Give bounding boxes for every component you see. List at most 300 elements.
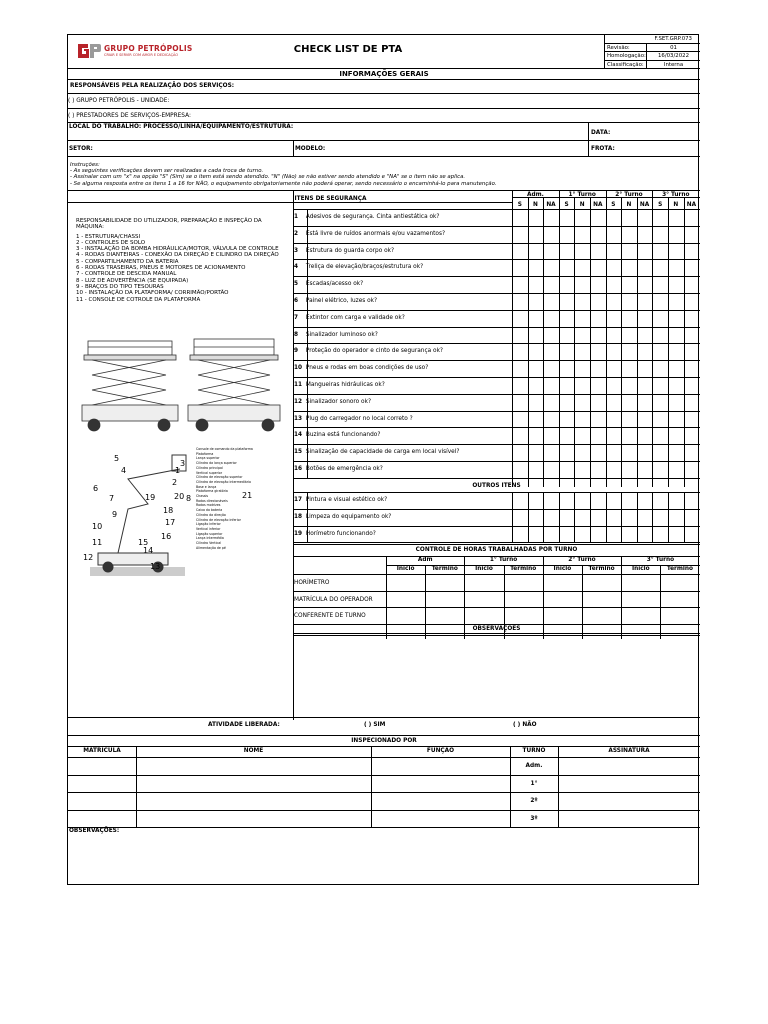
check-cell[interactable] xyxy=(543,427,559,444)
hours-sub-border xyxy=(425,565,426,639)
check-cell[interactable] xyxy=(512,259,528,276)
check-cell[interactable] xyxy=(637,427,653,444)
check-cell[interactable] xyxy=(590,394,606,411)
check-cell[interactable] xyxy=(684,411,700,428)
check-cell[interactable] xyxy=(512,444,528,461)
check-cell[interactable] xyxy=(652,461,668,478)
check-cell[interactable] xyxy=(512,276,528,293)
check-cell[interactable] xyxy=(637,327,653,344)
check-cell[interactable] xyxy=(574,509,575,526)
item-text: Proteção do operador e cinto de segurança ok? xyxy=(305,348,444,355)
check-cell[interactable] xyxy=(606,293,622,310)
check-cell[interactable] xyxy=(637,243,653,260)
check-cell[interactable] xyxy=(528,526,529,543)
check-cell[interactable] xyxy=(606,444,622,461)
check-cell[interactable] xyxy=(652,427,668,444)
check-cell[interactable] xyxy=(637,444,653,461)
prestadores-option-row[interactable] xyxy=(68,109,700,123)
check-cell[interactable] xyxy=(652,310,668,327)
legend-line: Cilindro de elevação inferior xyxy=(196,517,241,522)
check-cell[interactable] xyxy=(652,360,668,377)
hours-shift-header: 2° Turno xyxy=(568,557,596,563)
check-cell[interactable] xyxy=(637,343,653,360)
check-cell[interactable] xyxy=(574,444,590,461)
check-cell[interactable] xyxy=(637,310,653,327)
check-cell[interactable] xyxy=(590,209,606,226)
check-cell[interactable] xyxy=(606,377,622,394)
check-cell[interactable] xyxy=(574,310,590,327)
check-cell[interactable] xyxy=(512,427,528,444)
check-cell[interactable] xyxy=(668,259,684,276)
check-cell[interactable] xyxy=(621,377,637,394)
check-cell[interactable] xyxy=(574,226,590,243)
check-cell[interactable] xyxy=(590,444,606,461)
subcolumn-header: S xyxy=(658,202,663,208)
check-cell[interactable] xyxy=(512,377,528,394)
check-cell[interactable] xyxy=(512,293,528,310)
number-column-border xyxy=(307,492,308,543)
check-cell[interactable] xyxy=(621,310,637,327)
setor-row[interactable] xyxy=(68,141,700,157)
check-cell[interactable] xyxy=(559,343,575,360)
check-cell[interactable] xyxy=(621,444,637,461)
check-cell[interactable] xyxy=(559,209,575,226)
check-cell[interactable] xyxy=(590,427,606,444)
check-cell[interactable] xyxy=(637,360,653,377)
legend-line: Plataforma xyxy=(196,451,214,456)
check-cell[interactable] xyxy=(668,427,684,444)
check-cell[interactable] xyxy=(637,276,653,293)
check-cell[interactable] xyxy=(574,327,590,344)
check-cell[interactable] xyxy=(684,259,700,276)
checklist-form xyxy=(67,34,699,885)
check-cell[interactable] xyxy=(559,411,575,428)
check-cell[interactable] xyxy=(668,394,684,411)
check-cell[interactable] xyxy=(543,377,559,394)
check-cell[interactable] xyxy=(590,327,606,344)
setor-label: SETOR: xyxy=(69,146,93,152)
legend-line: Cilindro da lança superior xyxy=(196,461,237,466)
check-cell[interactable] xyxy=(574,276,590,293)
subcolumn-header: S xyxy=(611,202,616,208)
check-cell[interactable] xyxy=(559,360,575,377)
other-title-line xyxy=(293,492,700,493)
check-cell[interactable] xyxy=(590,526,591,543)
check-cell[interactable] xyxy=(528,209,544,226)
item-number: 5 xyxy=(294,281,299,288)
check-cell[interactable] xyxy=(668,492,669,509)
check-cell[interactable] xyxy=(652,509,653,526)
check-cell[interactable] xyxy=(543,492,544,509)
check-cell[interactable] xyxy=(606,276,622,293)
check-cell[interactable] xyxy=(684,360,700,377)
item-text: Treliça de elevação/braços/estrutura ok? xyxy=(305,264,424,271)
check-cell[interactable] xyxy=(606,461,622,478)
check-cell[interactable] xyxy=(543,259,559,276)
check-cell[interactable] xyxy=(574,427,590,444)
safety-item xyxy=(294,298,512,304)
check-cell[interactable] xyxy=(684,226,700,243)
check-cell[interactable] xyxy=(512,327,528,344)
check-cell[interactable] xyxy=(543,226,559,243)
check-cell[interactable] xyxy=(621,394,637,411)
check-cell[interactable] xyxy=(512,411,528,428)
document-meta xyxy=(604,35,700,69)
check-cell[interactable] xyxy=(574,243,590,260)
check-cell[interactable] xyxy=(606,492,607,509)
check-cell[interactable] xyxy=(543,243,559,260)
check-cell[interactable] xyxy=(559,427,575,444)
check-cell[interactable] xyxy=(590,461,606,478)
check-cell[interactable] xyxy=(637,293,653,310)
check-cell[interactable] xyxy=(637,377,653,394)
legend-line: Vertical inferior xyxy=(196,526,221,531)
check-cell[interactable] xyxy=(528,461,544,478)
check-cell[interactable] xyxy=(684,327,700,344)
check-cell[interactable] xyxy=(528,444,544,461)
check-cell[interactable] xyxy=(606,209,622,226)
local-row[interactable] xyxy=(68,123,700,141)
check-cell[interactable] xyxy=(606,394,622,411)
check-cell[interactable] xyxy=(684,509,685,526)
check-cell[interactable] xyxy=(637,226,653,243)
check-cell[interactable] xyxy=(684,293,700,310)
check-cell[interactable] xyxy=(543,310,559,327)
observations-title-line xyxy=(293,635,700,636)
check-cell[interactable] xyxy=(668,243,684,260)
diagram-label: 5 xyxy=(114,454,120,463)
check-cell[interactable] xyxy=(574,209,590,226)
check-cell[interactable] xyxy=(637,526,638,543)
check-cell[interactable] xyxy=(574,492,575,509)
check-cell[interactable] xyxy=(606,427,622,444)
check-cell[interactable] xyxy=(621,427,637,444)
check-cell[interactable] xyxy=(590,509,591,526)
check-cell[interactable] xyxy=(543,526,544,543)
release-yes[interactable]: ( ) SIM xyxy=(364,722,386,728)
check-cell[interactable] xyxy=(512,509,513,526)
responsibility-item: 1 - ESTRUTURA/CHASSI xyxy=(76,233,141,240)
check-cell[interactable] xyxy=(512,360,528,377)
check-cell[interactable] xyxy=(559,526,560,543)
check-cell[interactable] xyxy=(668,276,684,293)
responsibility-item: 5 - COMPARTILHAMENTO DA BATERIA xyxy=(76,258,179,265)
check-cell[interactable] xyxy=(574,259,590,276)
responsibility-item: 10 - INSTALAÇÃO DA PLATAFORMA/ CORRIMÃO/PORTÃO xyxy=(76,290,229,297)
check-cell[interactable] xyxy=(528,259,544,276)
check-cell[interactable] xyxy=(684,310,700,327)
hours-end-header: Término xyxy=(510,566,537,572)
check-cell[interactable] xyxy=(668,377,684,394)
subcolumn-header: NA xyxy=(593,202,603,208)
check-cell[interactable] xyxy=(621,226,637,243)
release-bottom-line xyxy=(68,735,700,736)
check-cell[interactable] xyxy=(668,509,669,526)
check-cell[interactable] xyxy=(652,526,653,543)
check-cell[interactable] xyxy=(559,226,575,243)
hours-start-header: Início xyxy=(553,566,572,572)
item-text: Sinalizador luminoso ok? xyxy=(305,331,378,338)
check-cell[interactable] xyxy=(606,509,607,526)
check-cell[interactable] xyxy=(606,411,622,428)
responsibility-item: 4 - RODAS DIANTEIRAS - CONEXÃO DA DIREÇÃO E CILINDRO DA DIREÇÃO xyxy=(76,252,279,259)
check-cell[interactable] xyxy=(606,243,622,260)
check-cell[interactable] xyxy=(652,226,668,243)
check-cell[interactable] xyxy=(652,394,668,411)
check-cell[interactable] xyxy=(559,243,575,260)
check-cell[interactable] xyxy=(559,509,560,526)
check-cell[interactable] xyxy=(543,327,559,344)
check-cell[interactable] xyxy=(606,327,622,344)
check-cell[interactable] xyxy=(684,394,700,411)
check-cell[interactable] xyxy=(528,394,544,411)
check-cell[interactable] xyxy=(512,492,513,509)
check-cell[interactable] xyxy=(543,394,559,411)
meta-value: Interna xyxy=(663,61,684,68)
check-cell[interactable] xyxy=(637,461,653,478)
check-cell[interactable] xyxy=(621,209,637,226)
check-cell[interactable] xyxy=(684,526,685,543)
check-cell[interactable] xyxy=(606,526,607,543)
check-cell[interactable] xyxy=(621,343,637,360)
check-cell[interactable] xyxy=(574,343,590,360)
check-cell[interactable] xyxy=(559,293,575,310)
subcolumn-header: NA xyxy=(686,202,697,208)
check-cell[interactable] xyxy=(574,360,590,377)
safety-item xyxy=(294,348,512,354)
check-cell[interactable] xyxy=(668,327,684,344)
check-cell[interactable] xyxy=(668,360,684,377)
item-number: 7 xyxy=(294,314,299,321)
check-cell[interactable] xyxy=(652,492,653,509)
check-cell[interactable] xyxy=(559,259,575,276)
check-cell[interactable] xyxy=(528,310,544,327)
check-cell[interactable] xyxy=(684,427,700,444)
inspected-turn: Adm. xyxy=(525,763,543,769)
check-cell[interactable] xyxy=(668,343,684,360)
check-cell[interactable] xyxy=(652,327,668,344)
check-cell[interactable] xyxy=(652,259,668,276)
check-cell[interactable] xyxy=(559,276,575,293)
check-cell[interactable] xyxy=(528,276,544,293)
check-cell[interactable] xyxy=(559,461,575,478)
check-cell[interactable] xyxy=(652,411,668,428)
check-cell[interactable] xyxy=(528,509,529,526)
check-cell[interactable] xyxy=(621,526,622,543)
check-cell[interactable] xyxy=(590,377,606,394)
check-cell[interactable] xyxy=(652,343,668,360)
item-text: Horímetro funcionando? xyxy=(305,530,376,537)
diagram-label: 18 xyxy=(163,506,174,515)
check-cell[interactable] xyxy=(543,444,559,461)
check-cell[interactable] xyxy=(668,310,684,327)
check-cell[interactable] xyxy=(621,293,637,310)
check-cell[interactable] xyxy=(637,259,653,276)
form-header xyxy=(68,35,700,69)
check-cell[interactable] xyxy=(684,444,700,461)
check-cell[interactable] xyxy=(668,444,684,461)
item-number: 13 xyxy=(294,415,303,422)
check-cell[interactable] xyxy=(543,411,559,428)
check-cell[interactable] xyxy=(668,461,684,478)
check-cell[interactable] xyxy=(621,243,637,260)
check-cell[interactable] xyxy=(528,377,544,394)
hours-bottom-line xyxy=(293,633,700,634)
hours-sub-border xyxy=(582,565,583,639)
check-cell[interactable] xyxy=(684,492,685,509)
check-cell[interactable] xyxy=(512,226,528,243)
check-cell[interactable] xyxy=(637,492,638,509)
check-cell[interactable] xyxy=(512,526,513,543)
check-cell[interactable] xyxy=(512,209,528,226)
diagram-label: 11 xyxy=(92,538,103,547)
check-cell[interactable] xyxy=(528,293,544,310)
check-cell[interactable] xyxy=(637,209,653,226)
check-cell[interactable] xyxy=(559,377,575,394)
safety-header-line xyxy=(68,202,512,203)
check-cell[interactable] xyxy=(668,293,684,310)
check-cell[interactable] xyxy=(684,276,700,293)
check-cell[interactable] xyxy=(590,360,606,377)
item-text: Buzina está funcionando? xyxy=(305,432,381,439)
footer-observations-field[interactable] xyxy=(69,836,699,884)
check-cell[interactable] xyxy=(543,209,559,226)
legend-line: Ligação inferior xyxy=(196,522,221,527)
check-cell[interactable] xyxy=(559,327,575,344)
legend-line: Base e lança xyxy=(196,484,217,489)
check-cell[interactable] xyxy=(652,377,668,394)
check-cell[interactable] xyxy=(512,343,528,360)
check-cell[interactable] xyxy=(621,360,637,377)
safety-item xyxy=(294,365,512,371)
check-cell[interactable] xyxy=(621,461,637,478)
check-cell[interactable] xyxy=(590,492,591,509)
data-label: DATA: xyxy=(591,130,611,136)
check-cell[interactable] xyxy=(668,526,669,543)
check-cell[interactable] xyxy=(543,276,559,293)
check-cell[interactable] xyxy=(668,411,684,428)
check-cell[interactable] xyxy=(512,243,528,260)
check-cell[interactable] xyxy=(528,343,544,360)
check-cell[interactable] xyxy=(574,461,590,478)
check-cell[interactable] xyxy=(652,444,668,461)
check-cell[interactable] xyxy=(590,411,606,428)
check-cell[interactable] xyxy=(668,226,684,243)
check-cell[interactable] xyxy=(684,343,700,360)
check-cell[interactable] xyxy=(652,276,668,293)
observations-field[interactable] xyxy=(294,635,699,717)
check-cell[interactable] xyxy=(528,360,544,377)
subcolumn-header: NA xyxy=(546,202,556,208)
safety-item xyxy=(294,382,512,388)
legend-line: Vertical superior xyxy=(196,470,223,475)
item-number: 4 xyxy=(294,264,299,271)
check-cell[interactable] xyxy=(621,509,622,526)
check-cell[interactable] xyxy=(528,243,544,260)
item-number: 17 xyxy=(294,497,303,503)
check-cell[interactable] xyxy=(574,293,590,310)
check-cell[interactable] xyxy=(543,343,559,360)
check-cell[interactable] xyxy=(528,492,529,509)
check-cell[interactable] xyxy=(652,209,668,226)
release-no[interactable]: ( ) NÃO xyxy=(513,722,537,728)
check-cell[interactable] xyxy=(574,377,590,394)
check-cell[interactable] xyxy=(543,293,559,310)
check-cell[interactable] xyxy=(621,259,637,276)
check-cell[interactable] xyxy=(652,293,668,310)
logo-text: GRUPO PETRÓPOLIS xyxy=(104,44,193,53)
check-cell[interactable] xyxy=(606,343,622,360)
check-cell[interactable] xyxy=(637,509,638,526)
check-cell[interactable] xyxy=(528,226,544,243)
check-cell[interactable] xyxy=(512,310,528,327)
check-cell[interactable] xyxy=(590,343,606,360)
inspected-col-border xyxy=(371,746,372,827)
check-cell[interactable] xyxy=(621,276,637,293)
check-cell[interactable] xyxy=(637,394,653,411)
inspected-row-line xyxy=(68,775,700,776)
check-cell[interactable] xyxy=(652,243,668,260)
grupo-option-row[interactable] xyxy=(68,94,700,109)
check-cell[interactable] xyxy=(684,209,700,226)
other-item xyxy=(294,497,512,503)
hours-row-line xyxy=(293,624,700,625)
check-cell[interactable] xyxy=(684,377,700,394)
check-cell[interactable] xyxy=(528,327,544,344)
check-cell[interactable] xyxy=(528,411,544,428)
check-cell[interactable] xyxy=(559,310,575,327)
check-cell[interactable] xyxy=(590,310,606,327)
check-cell[interactable] xyxy=(668,209,684,226)
check-cell[interactable] xyxy=(559,394,575,411)
check-cell[interactable] xyxy=(559,444,575,461)
check-cell[interactable] xyxy=(574,411,590,428)
legend-line: Cilindro de elevação superior xyxy=(196,475,243,480)
legend-line: Cilindro principal xyxy=(196,465,223,470)
check-cell[interactable] xyxy=(543,360,559,377)
check-cell[interactable] xyxy=(590,293,606,310)
check-cell[interactable] xyxy=(606,360,622,377)
check-cell[interactable] xyxy=(606,259,622,276)
check-cell[interactable] xyxy=(684,243,700,260)
check-cell[interactable] xyxy=(543,461,559,478)
check-cell[interactable] xyxy=(606,226,622,243)
inspected-turn: 2º xyxy=(530,798,538,804)
check-cell[interactable] xyxy=(590,276,606,293)
safety-item xyxy=(294,332,512,338)
check-cell[interactable] xyxy=(621,492,622,509)
check-cell[interactable] xyxy=(512,394,528,411)
check-cell[interactable] xyxy=(621,327,637,344)
check-cell[interactable] xyxy=(574,394,590,411)
responsibility-item: 3 - INSTALAÇÃO DA BOMBA HIDRÁULICA/MOTOR, VÁLVULA DE CONTROLE xyxy=(76,246,279,253)
check-cell[interactable] xyxy=(621,411,637,428)
check-cell[interactable] xyxy=(574,526,575,543)
hours-end-header: Término xyxy=(666,566,694,572)
check-cell[interactable] xyxy=(684,461,700,478)
check-cell[interactable] xyxy=(590,243,606,260)
item-text: Botões de emergência ok? xyxy=(305,466,383,472)
check-cell[interactable] xyxy=(528,427,544,444)
check-cell[interactable] xyxy=(590,259,606,276)
check-cell[interactable] xyxy=(559,492,560,509)
check-cell[interactable] xyxy=(590,226,606,243)
check-cell[interactable] xyxy=(512,461,528,478)
hours-row-label: HORÍMETRO xyxy=(294,580,330,586)
check-cell[interactable] xyxy=(606,310,622,327)
check-cell[interactable] xyxy=(543,509,544,526)
check-cell[interactable] xyxy=(637,411,653,428)
